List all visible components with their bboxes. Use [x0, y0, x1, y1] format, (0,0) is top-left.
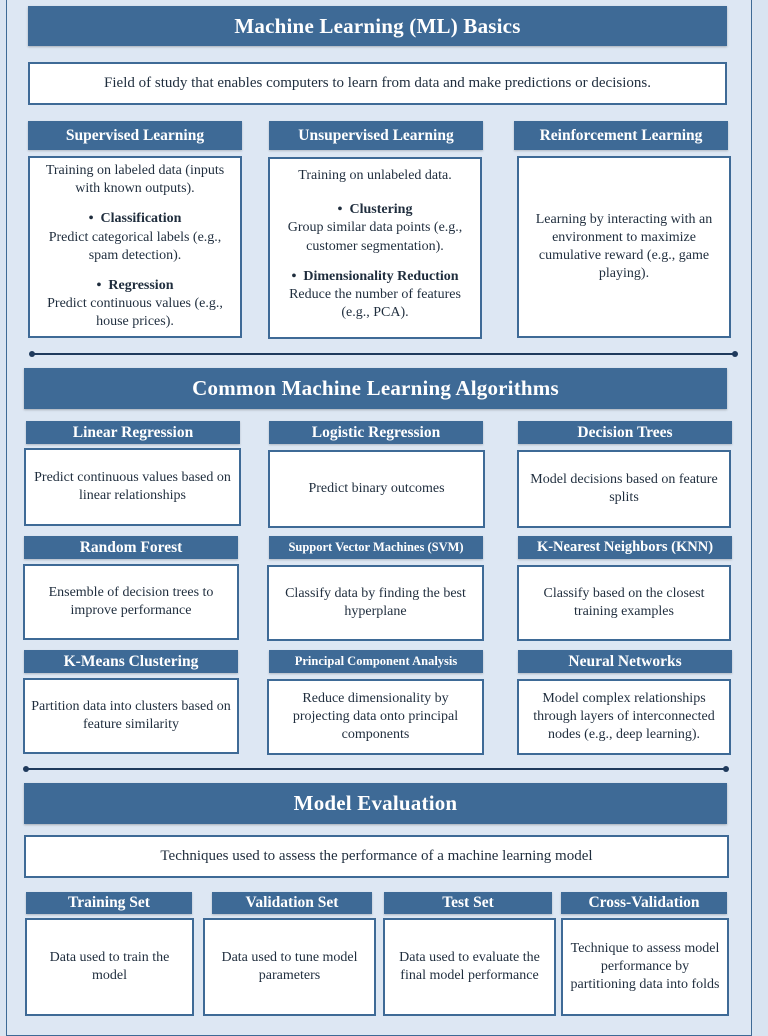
eval-header-test-set: Test Set: [384, 892, 552, 914]
algorithm-desc: Predict binary outcomes: [308, 480, 445, 496]
algorithm-header-linear-regression: Linear Regression: [26, 421, 240, 444]
algorithm-desc: Ensemble of decision trees to improve performance: [48, 584, 214, 618]
algorithm-desc: Partition data into clusters based on feature similarity: [31, 698, 231, 732]
algorithm-card-logistic-regression: [268, 450, 485, 528]
section-title-algorithms: Common Machine Learning Algorithms: [24, 368, 727, 409]
algorithm-desc: Reduce dimensionality by projecting data onto principal components: [292, 690, 459, 743]
algorithm-header-logistic-regression: Logistic Regression: [269, 421, 483, 444]
algorithm-desc: Model decisions based on feature splits: [530, 471, 718, 505]
unsupervised-desc: Training on unlabeled data.: [298, 168, 452, 183]
algorithm-card-kmeans: [23, 678, 239, 754]
section-title-basics: Machine Learning (ML) Basics: [28, 6, 727, 46]
algorithm-card-svm: [267, 565, 484, 641]
algorithm-desc: Classify based on the closest training examples: [543, 585, 705, 619]
algorithm-header-pca: Principal Component Analysis: [269, 650, 483, 673]
unsupervised-learning-card: [268, 157, 482, 339]
eval-card-training-set: [25, 918, 194, 1016]
section-title-evaluation: Model Evaluation: [24, 783, 727, 824]
algorithm-card-linear-regression: [24, 448, 241, 526]
eval-header-training-set: Training Set: [26, 892, 192, 914]
reinforcement-learning-header: Reinforcement Learning: [514, 121, 728, 150]
reinforcement-learning-card: [517, 156, 731, 338]
algorithm-card-decision-trees: [517, 450, 731, 528]
algorithm-card-knn: [517, 565, 731, 641]
algorithm-header-kmeans: K-Means Clustering: [24, 650, 238, 673]
reinforcement-desc: Learning by interacting with an environment to maximize cumulative reward (e.g., game playing).: [535, 211, 713, 282]
classification-label: • Classification: [89, 210, 182, 228]
eval-header-cross-validation: Cross-Validation: [561, 892, 727, 914]
basics-definition: Field of study that enables computers to learn from data and make predictions or decisions.: [28, 62, 727, 105]
dimensionality-reduction-label: • Dimensionality Reduction: [291, 268, 458, 286]
section-divider: [32, 353, 735, 355]
algorithm-desc: Model complex relationships through layers of interconnected nodes (e.g., deep learning).: [533, 690, 715, 743]
eval-card-cross-validation: [561, 918, 729, 1016]
supervised-desc: Training on labeled data (inputs with known outputs).: [45, 163, 225, 197]
eval-desc: Data used to train the model: [49, 949, 170, 983]
algorithm-desc: Classify data by finding the best hyperplane: [285, 585, 466, 619]
algorithm-card-neural-networks: [517, 679, 731, 755]
clustering-desc: Group similar data points (e.g., customer segmentation).: [287, 220, 463, 254]
unsupervised-learning-header: Unsupervised Learning: [269, 121, 483, 150]
clustering-label: • Clustering: [338, 201, 413, 219]
algorithm-card-pca: [267, 679, 484, 755]
algorithm-header-neural-networks: Neural Networks: [518, 650, 732, 673]
algorithm-header-knn: K-Nearest Neighbors (KNN): [518, 536, 732, 559]
eval-header-validation-set: Validation Set: [212, 892, 372, 914]
evaluation-definition: Techniques used to assess the performance of a machine learning model: [24, 835, 729, 878]
classification-desc: Predict categorical labels (e.g., spam detection).: [48, 229, 222, 263]
algorithm-header-decision-trees: Decision Trees: [518, 421, 732, 444]
algorithm-header-random-forest: Random Forest: [24, 536, 238, 559]
eval-desc: Data used to tune model parameters: [221, 949, 358, 983]
supervised-learning-card: [28, 156, 242, 338]
section-divider: [26, 768, 726, 770]
algorithm-desc: Predict continuous values based on linear relationships: [34, 469, 231, 503]
eval-card-test-set: [383, 918, 556, 1016]
supervised-learning-header: Supervised Learning: [28, 121, 242, 150]
dimensionality-reduction-desc: Reduce the number of features (e.g., PCA).: [289, 286, 461, 321]
algorithm-header-svm: Support Vector Machines (SVM): [269, 536, 483, 559]
regression-desc: Predict continuous values (e.g., house prices).: [47, 296, 223, 330]
regression-label: • Regression: [97, 277, 174, 295]
eval-desc: Data used to evaluate the final model performance: [399, 949, 540, 983]
eval-card-validation-set: [203, 918, 376, 1016]
algorithm-card-random-forest: [23, 564, 239, 640]
eval-desc: Technique to assess model performance by partitioning data into folds: [570, 940, 720, 993]
